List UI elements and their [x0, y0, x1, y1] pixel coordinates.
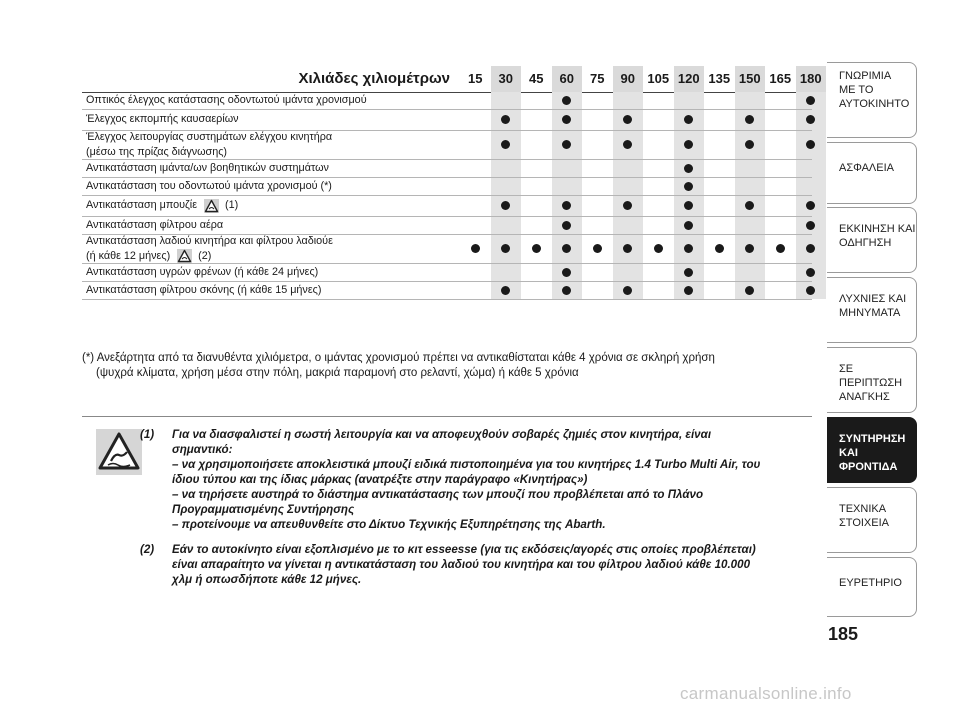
tab-label-line: ΤΕΧΝΙΚΑ [839, 503, 887, 515]
slippery-warning-icon [96, 429, 142, 475]
tab-label-line: ΚΑΙ ΦΡΟΝΤΙΔΑ [839, 447, 898, 473]
row-label-line: Έλεγχος λειτουργίας συστημάτων ελέγχου κινητήρα [86, 130, 333, 143]
service-check-dot [562, 140, 571, 149]
service-check-dot [501, 244, 510, 253]
row-label [86, 263, 456, 281]
service-check-dot [562, 96, 571, 105]
row-label-line: Αντικατάσταση υγρών φρένων (ή κάθε 24 μήνες) [86, 265, 319, 278]
km-column-header: 165 [769, 71, 792, 86]
notes-section [82, 416, 812, 607]
service-check-dot [684, 201, 693, 210]
service-check-dot [562, 286, 571, 295]
service-check-dot [501, 286, 510, 295]
km-column-header: 180 [796, 66, 827, 92]
row-label [86, 159, 456, 177]
note-line: χλμ ή οπωσδήποτε κάθε 12 μήνες. [172, 573, 362, 586]
km-column-header: 30 [491, 66, 522, 92]
warning-triangle-icon [204, 199, 219, 213]
table-row [82, 281, 812, 300]
watermark: carmanualsonline.info [680, 684, 852, 703]
table-header-title: Χιλιάδες χιλιομέτρων [298, 70, 450, 87]
service-check-dot [471, 244, 480, 253]
service-check-dot [806, 268, 815, 277]
service-check-dot [623, 140, 632, 149]
service-check-dot [501, 201, 510, 210]
note-1 [140, 427, 810, 532]
note-line: – προτείνουμε να απευθυνθείτε στο Δίκτυο Τεχνικής Εξυπηρέτησης της Abarth. [172, 518, 606, 531]
service-check-dot [654, 244, 663, 253]
tab-label-line: ΑΣΦΑΛΕΙΑ [839, 162, 895, 174]
km-column-header: 120 [674, 66, 705, 92]
tab-label-line: ΛΥΧΝΙΕΣ ΚΑΙ [839, 293, 907, 305]
service-check-dot [715, 244, 724, 253]
service-check-dot [745, 115, 754, 124]
row-label-line: Αντικατάσταση ιμάντα/ων βοηθητικών συστημάτων [86, 161, 329, 174]
row-label [86, 177, 456, 195]
table-row [82, 109, 812, 131]
service-check-dot [684, 244, 693, 253]
service-check-dot [745, 244, 754, 253]
table-row [82, 263, 812, 282]
table-row [82, 195, 812, 217]
row-label-line: Αντικατάσταση λαδιού κινητήρα και φίλτρου λαδιούε [86, 234, 333, 247]
service-check-dot [623, 244, 632, 253]
row-label-line: Αντικατάσταση του οδοντωτού ιμάντα χρονισμού (*) [86, 179, 332, 192]
service-check-dot [562, 244, 571, 253]
service-check-dot [501, 115, 510, 124]
tab-label-line: ΕΚΚΙΝΗΣΗ ΚΑΙ [839, 223, 916, 235]
service-check-dot [623, 286, 632, 295]
service-check-dot [806, 221, 815, 230]
footnote-line: (*) Ανεξάρτητα από τα διανυθέντα χιλιόμετρα, ο ιμάντας χρονισμού πρέπει να αντικαθίσταται κάθε 4 χρόνια σε σκληρή χρήση [82, 352, 715, 364]
note-line: Εάν το αυτοκίνητο είναι εξοπλισμένο με το κιτ esseesse (για τις εκδόσεις/αγορές στις οποίες προβλέπεται) [172, 543, 756, 556]
table-row [82, 130, 812, 160]
row-label [86, 92, 456, 109]
tab-vehicle-intro[interactable] [827, 62, 917, 138]
row-label-line: Αντικατάσταση μπουζίε [86, 199, 198, 211]
km-column-header: 15 [468, 71, 483, 86]
table-row [82, 177, 812, 196]
note-line: ίδιου τύπου και της ίδιας μάρκας (ανατρέξτε στην παράγραφο «Κινητήρας») [172, 473, 588, 486]
table-row [82, 216, 812, 235]
service-check-dot [532, 244, 541, 253]
row-label-line: Έλεγχος εκπομπής καυσαερίων [86, 113, 239, 125]
service-check-dot [623, 201, 632, 210]
table-row [82, 234, 812, 264]
service-check-dot [623, 115, 632, 124]
row-label-line: Αντικατάσταση φίλτρου σκόνης (ή κάθε 15 μήνες) [86, 283, 322, 296]
service-check-dot [745, 140, 754, 149]
km-column-header: 135 [708, 71, 731, 86]
row-note-ref: (2) [198, 249, 212, 262]
service-check-dot [684, 286, 693, 295]
tab-label-line: ΕΥΡΕΤΗΡΙΟ [839, 577, 902, 589]
row-label-line: (ή κάθε 12 μήνες) [86, 249, 171, 262]
tab-label-line: ΓΝΩΡΙΜΙΑ [839, 70, 892, 82]
table-row [82, 159, 812, 178]
note-number: (2) [140, 543, 155, 556]
service-check-dot [562, 115, 571, 124]
km-column-header: 45 [529, 71, 544, 86]
service-check-dot [562, 201, 571, 210]
note-line: Προγραμματισμένης Συντήρησης [172, 503, 355, 516]
footnote-line: (ψυχρά κλίματα, χρήση μέσα στην πόλη, μακριά παραμονή στο ρελαντί, χώμα) ή κάθε 5 χρόνια [96, 366, 579, 379]
tab-technical-data[interactable] [827, 487, 917, 553]
tab-warning-lights[interactable] [827, 277, 917, 343]
warning-triangle-icon [177, 249, 192, 263]
service-check-dot [745, 286, 754, 295]
service-check-dot [684, 140, 693, 149]
table-row [82, 92, 812, 110]
service-check-dot [684, 268, 693, 277]
row-label [86, 130, 456, 159]
tab-starting-driving[interactable] [827, 207, 917, 273]
row-label [86, 195, 456, 216]
table-header [82, 66, 822, 93]
note-2 [140, 542, 810, 587]
row-label [86, 109, 456, 130]
note-number: (1) [140, 428, 155, 441]
service-check-dot [593, 244, 602, 253]
tab-emergency[interactable] [827, 347, 917, 413]
tab-label-line: ΟΔΗΓΗΣΗ [839, 237, 892, 249]
tab-label-line: ΜΗΝΥΜΑΤΑ [839, 307, 901, 319]
km-column-header: 75 [590, 71, 605, 86]
service-check-dot [684, 115, 693, 124]
note-line: Για να διασφαλιστεί η σωστή λειτουργία και να αποφευχθούν σοβαρές ζημιές στον κινητήρα, είναι [172, 428, 712, 441]
row-label [86, 281, 456, 299]
tab-maintenance[interactable] [827, 417, 917, 483]
row-label [86, 234, 456, 263]
km-column-header: 105 [647, 71, 670, 86]
tab-label-line: ΜΕ ΤΟ [839, 84, 874, 96]
tab-label-line: ΣΤΟΙΧΕΙΑ [839, 517, 889, 529]
tab-index[interactable] [827, 557, 917, 617]
row-label-line: (μέσω της πρίζας διάγνωσης) [86, 145, 228, 158]
service-check-dot [562, 268, 571, 277]
row-label [86, 216, 456, 234]
service-check-dot [684, 182, 693, 191]
tab-label-line: ΣΥΝΤΗΡΗΣΗ [839, 433, 906, 445]
service-check-dot [745, 201, 754, 210]
km-column-header: 150 [735, 66, 766, 92]
note-line: – να τηρήσετε αυστηρά το διάστημα αντικατάστασης των μπουζί που προβλέπεται από το Πλάνο [172, 488, 704, 501]
note-line: – να χρησιμοποιήσετε αποκλειστικά μπουζί ειδικά πιστοποιημένα για του κινητήρες 1.4 Turbo Multi Air, του [172, 458, 761, 471]
row-label-line: Οπτικός έλεγχος κατάστασης οδοντωτού ιμάντα χρονισμού [86, 94, 367, 106]
service-check-dot [684, 164, 693, 173]
footnote [82, 351, 812, 380]
row-note-ref: (1) [225, 199, 239, 211]
page-number: 185 [828, 624, 859, 644]
row-label-line: Αντικατάσταση φίλτρου αέρα [86, 218, 224, 231]
note-line: σημαντικό: [172, 443, 233, 456]
service-check-dot [562, 221, 571, 230]
tab-label-line: ΑΝΑΓΚΗΣ [839, 391, 890, 403]
tab-label-line: ΑΥΤΟΚΙΝΗΤΟ [839, 98, 910, 110]
km-column-header: 60 [552, 66, 583, 92]
service-check-dot [501, 140, 510, 149]
km-column-header: 90 [613, 66, 644, 92]
service-check-dot [806, 286, 815, 295]
service-check-dot [776, 244, 785, 253]
tab-safety[interactable] [827, 142, 917, 204]
tab-label-line: ΣΕ ΠΕΡΙΠΤΩΣΗ [839, 363, 903, 389]
service-check-dot [684, 221, 693, 230]
note-line: είναι απαραίτητο να γίνεται η αντικατάσταση του λαδιού του κινητήρα και του φίλτρου λαδιού κάθε 10.000 [172, 558, 751, 571]
